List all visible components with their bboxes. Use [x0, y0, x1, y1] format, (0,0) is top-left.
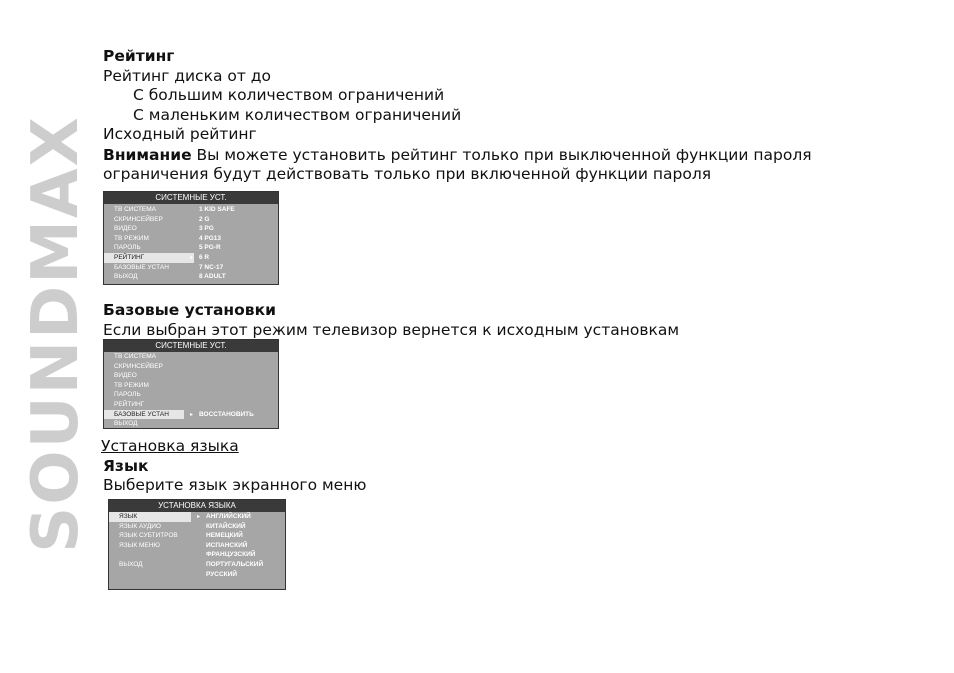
menu-value: 5 PG-R [199, 244, 221, 252]
lang-heading: Язык [103, 457, 149, 475]
menu-value: ПОРТУГАЛЬСКИЙ [206, 560, 264, 568]
rating-option-more: С большим количеством ограничений [133, 86, 445, 104]
menu-value-spacer [199, 352, 279, 362]
menu-value: 4 PG13 [199, 234, 222, 242]
menu-item: ТВ СИСТЕМА [114, 353, 157, 360]
menu-title: СИСТЕМНЫЕ УСТ. [104, 340, 278, 352]
base-text: Если выбран этот режим телевизор вернется к исходным установкам [103, 321, 680, 339]
menu-item: ТВ РЕЖИМ [114, 234, 149, 242]
menu-item: ВЫХОД [114, 273, 138, 281]
menu-value: КИТАЙСКИЙ [206, 522, 246, 530]
rating-default: Исходный рейтинг [103, 125, 257, 143]
menu-item [109, 550, 191, 560]
lang-text: Выберите язык экранного меню [103, 476, 367, 494]
menu-value-spacer [199, 362, 279, 372]
rating-option-less: С маленьким количеством ограничений [133, 106, 462, 124]
menu-item: ЯЗЫК АУДИО [119, 522, 161, 530]
chevron-right-icon: ▸ [190, 411, 194, 418]
menu-item: ВИДЕО [114, 372, 137, 380]
menu-value-spacer [199, 390, 279, 400]
rating-warning [103, 146, 812, 164]
menu-item: ЯЗЫК МЕНЮ [119, 541, 160, 549]
rating-range-text: Рейтинг диска от до [103, 67, 272, 85]
warning-label: Внимание [103, 146, 192, 164]
menu-value: ФРАНЦУЗСКИЙ [206, 551, 256, 559]
menu-value-spacer [199, 371, 279, 381]
chevron-right-icon: ▸ [197, 514, 201, 520]
brand-watermark [19, 44, 93, 624]
menu-value-spacer [199, 400, 279, 410]
brand-logo-text: SOUNDMAX [19, 115, 93, 553]
menu-title: СИСТЕМНЫЕ УСТ. [104, 192, 278, 204]
menu-item: РЕЙТИНГ [104, 253, 194, 263]
menu-item: ВИДЕО [114, 225, 137, 233]
menu-item: ЯЗЫК СУБТИТРОВ [119, 532, 178, 540]
lang-section-title: Установка языка [101, 437, 239, 455]
menu-value: 8 ADULT [199, 273, 226, 281]
menu-value: ИСПАНСКИЙ [206, 541, 248, 549]
menu-title: УСТАНОВКА ЯЗЫКА [109, 500, 285, 512]
menu-item: ВЫХОД [119, 560, 143, 568]
menu-value: ВОССТАНОВИТЬ [199, 410, 254, 418]
menu-item: РЕЙТИНГ [114, 400, 145, 408]
chevron-right-icon: ▸ [190, 255, 194, 261]
menu-value: 2 G [199, 215, 210, 223]
menu-item: ЯЗЫК [109, 512, 191, 522]
menu-item: ВЫХОД [114, 420, 138, 428]
base-menu-screenshot [103, 339, 279, 429]
menu-value: РУССКИЙ [206, 570, 237, 578]
menu-item: ТВ СИСТЕМА [114, 206, 157, 213]
menu-value: НЕМЕЦКИЙ [206, 532, 243, 540]
rating-heading: Рейтинг [103, 47, 175, 65]
menu-value: АНГЛИЙСКИЙ [206, 513, 251, 520]
language-menu-screenshot [108, 499, 286, 590]
menu-item: ПАРОЛЬ [114, 391, 141, 399]
menu-value-spacer [199, 381, 279, 391]
menu-item: БАЗОВЫЕ УСТАН [114, 263, 169, 271]
menu-item: БАЗОВЫЕ УСТАН [104, 410, 184, 420]
base-heading: Базовые установки [103, 301, 276, 319]
menu-item: СКРИНСЕЙВЕР [114, 215, 163, 223]
menu-value: 1 KID SAFE [199, 206, 235, 213]
menu-item: ПАРОЛЬ [114, 244, 141, 252]
menu-value: 6 R [199, 253, 210, 261]
menu-item: СКРИНСЕЙВЕР [114, 362, 163, 370]
warning-text: Вы можете установить рейтинг только при выключенной функции пароля [191, 146, 812, 164]
rating-warning-line2: ограничения будут действовать только при включенной функции пароля [103, 165, 712, 183]
menu-value: 3 PG [199, 225, 214, 233]
menu-value: 7 NC-17 [199, 263, 224, 271]
rating-menu-screenshot [103, 191, 279, 285]
menu-item: ТВ РЕЖИМ [114, 381, 149, 389]
